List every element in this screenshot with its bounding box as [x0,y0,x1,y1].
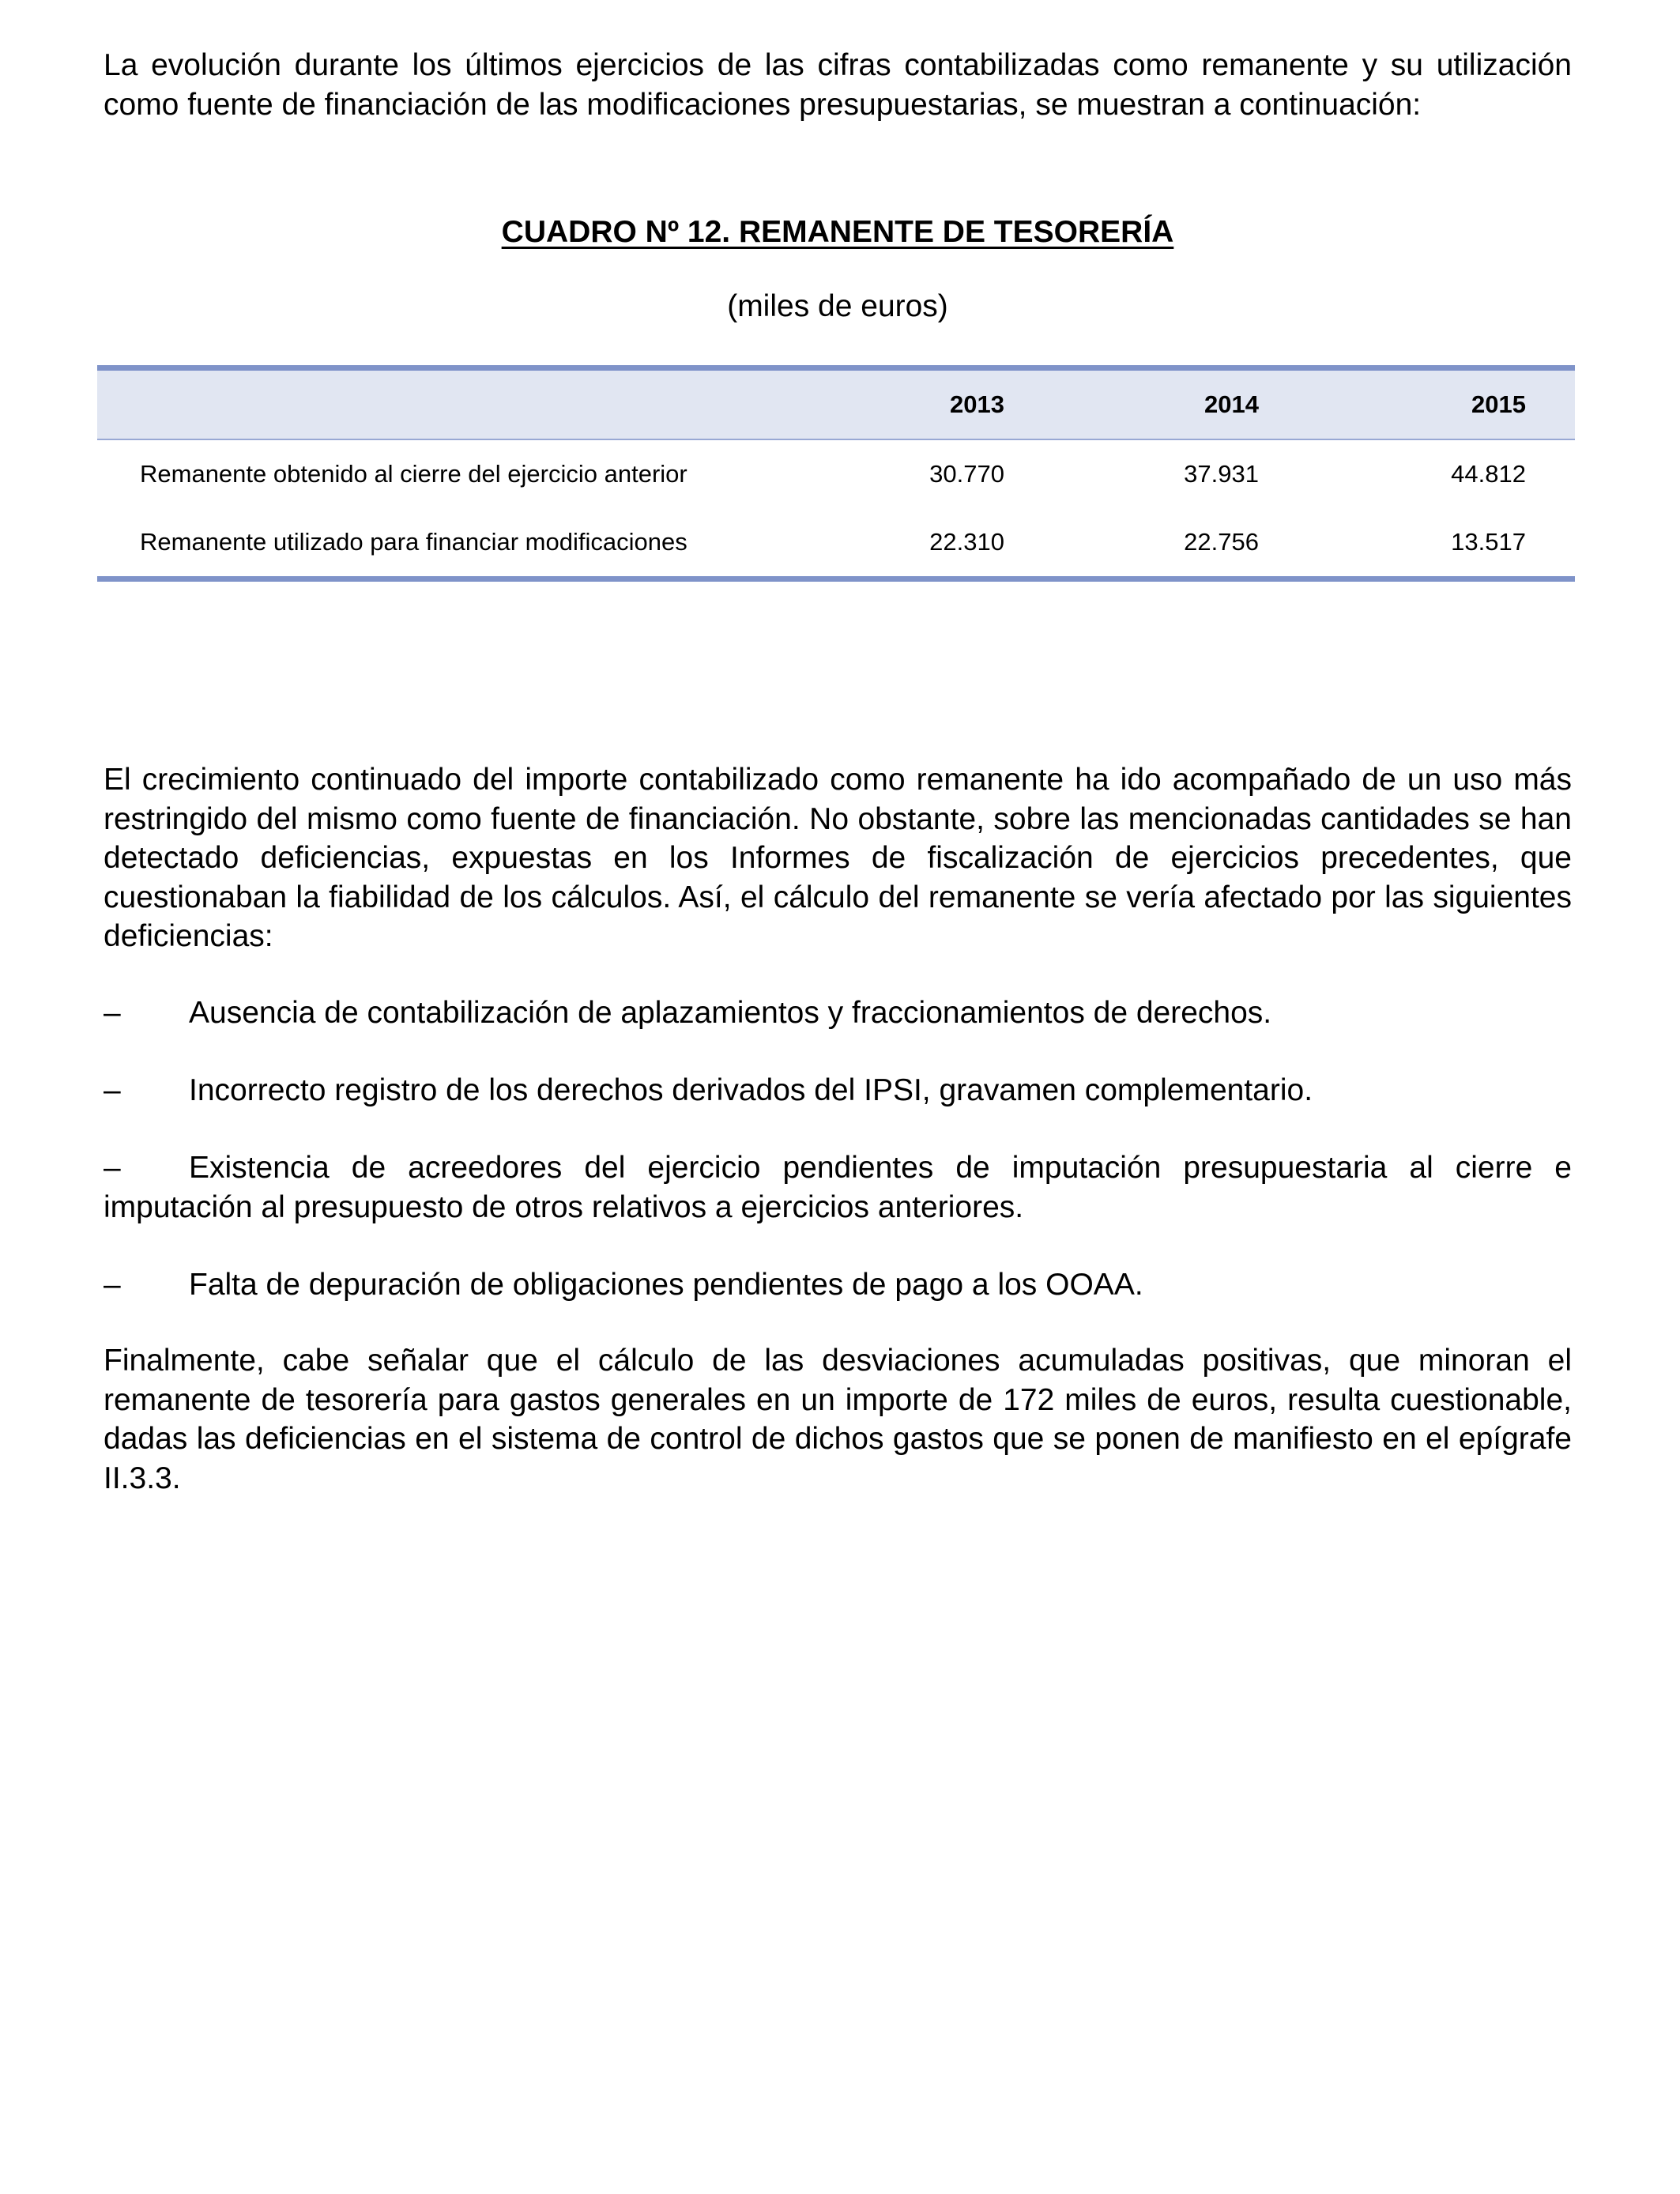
table-row [97,508,1575,576]
cell-value: 22.310 [929,528,1004,556]
bullet-item [104,1148,1572,1227]
cell-value: 44.812 [1451,460,1526,488]
table-units: (miles de euros) [727,289,948,323]
bullet-item [104,1265,1572,1305]
table-header-row [97,371,1575,440]
bullet-dash: – [104,1151,121,1185]
cell-value: 37.931 [1184,460,1259,488]
bullet-item [104,993,1572,1033]
column-header-2014: 2014 [1204,390,1259,418]
column-header-2013: 2013 [950,390,1004,418]
cell-value: 22.756 [1184,528,1259,556]
intro-paragraph: La evolución durante los últimos ejercicios de las cifras contabilizadas como remanente y su utilización como fuente de financiación de las modificaciones presupuestarias, se muestran a continuación: [104,48,1572,122]
bullet-dash: – [104,1268,121,1302]
table-row [97,440,1575,508]
bullet-dash: – [104,996,121,1030]
closing-paragraph: Finalmente, cabe señalar que el cálculo de las desviaciones acumuladas positivas, que minoran el remanente de tesorería para gastos generales en un importe de 172 miles de euros, resulta cuestionable, dadas las deficiencias en el sistema de control de dichos gastos que se ponen de manifiesto en el epígrafe II.3.3. [104,1344,1572,1495]
column-header-2015: 2015 [1471,390,1526,418]
bullet-dash: – [104,1073,121,1107]
cell-value: 13.517 [1451,528,1526,556]
cell-value: 30.770 [929,460,1004,488]
table-top-rule [97,365,1575,371]
remanente-table [97,365,1575,582]
bullet-text: Existencia de acreedores del ejercicio pendientes de imputación presupuestaria al cierre e imputación al presupuesto de otros relativos a ejercicios anteriores. [104,1151,1572,1224]
bullet-text: Ausencia de contabilización de aplazamientos y fraccionamientos de derechos. [189,996,1272,1030]
row-label: Remanente utilizado para financiar modificaciones [140,528,687,556]
bullet-item [104,1071,1572,1110]
body-paragraph: El crecimiento continuado del importe contabilizado como remanente ha ido acompañado de un uso más restringido del mismo como fuente de financiación. No obstante, sobre las mencionadas cantidades se han detectado deficiencias, expuestas en los Informes de fiscalización de ejercicios precedentes, que cuestionaban la fiabilidad de los cálculos. Así, el cálculo del remanente se vería afectado por las siguientes deficiencias: [104,763,1572,953]
table-bottom-rule [97,576,1575,582]
bullet-text: Falta de depuración de obligaciones pendientes de pago a los OOAA. [189,1268,1143,1302]
bullet-text: Incorrecto registro de los derechos derivados del IPSI, gravamen complementario. [189,1073,1313,1107]
table-title: CUADRO Nº 12. REMANENTE DE TESORERÍA [501,215,1174,249]
row-label: Remanente obtenido al cierre del ejercicio anterior [140,460,687,488]
